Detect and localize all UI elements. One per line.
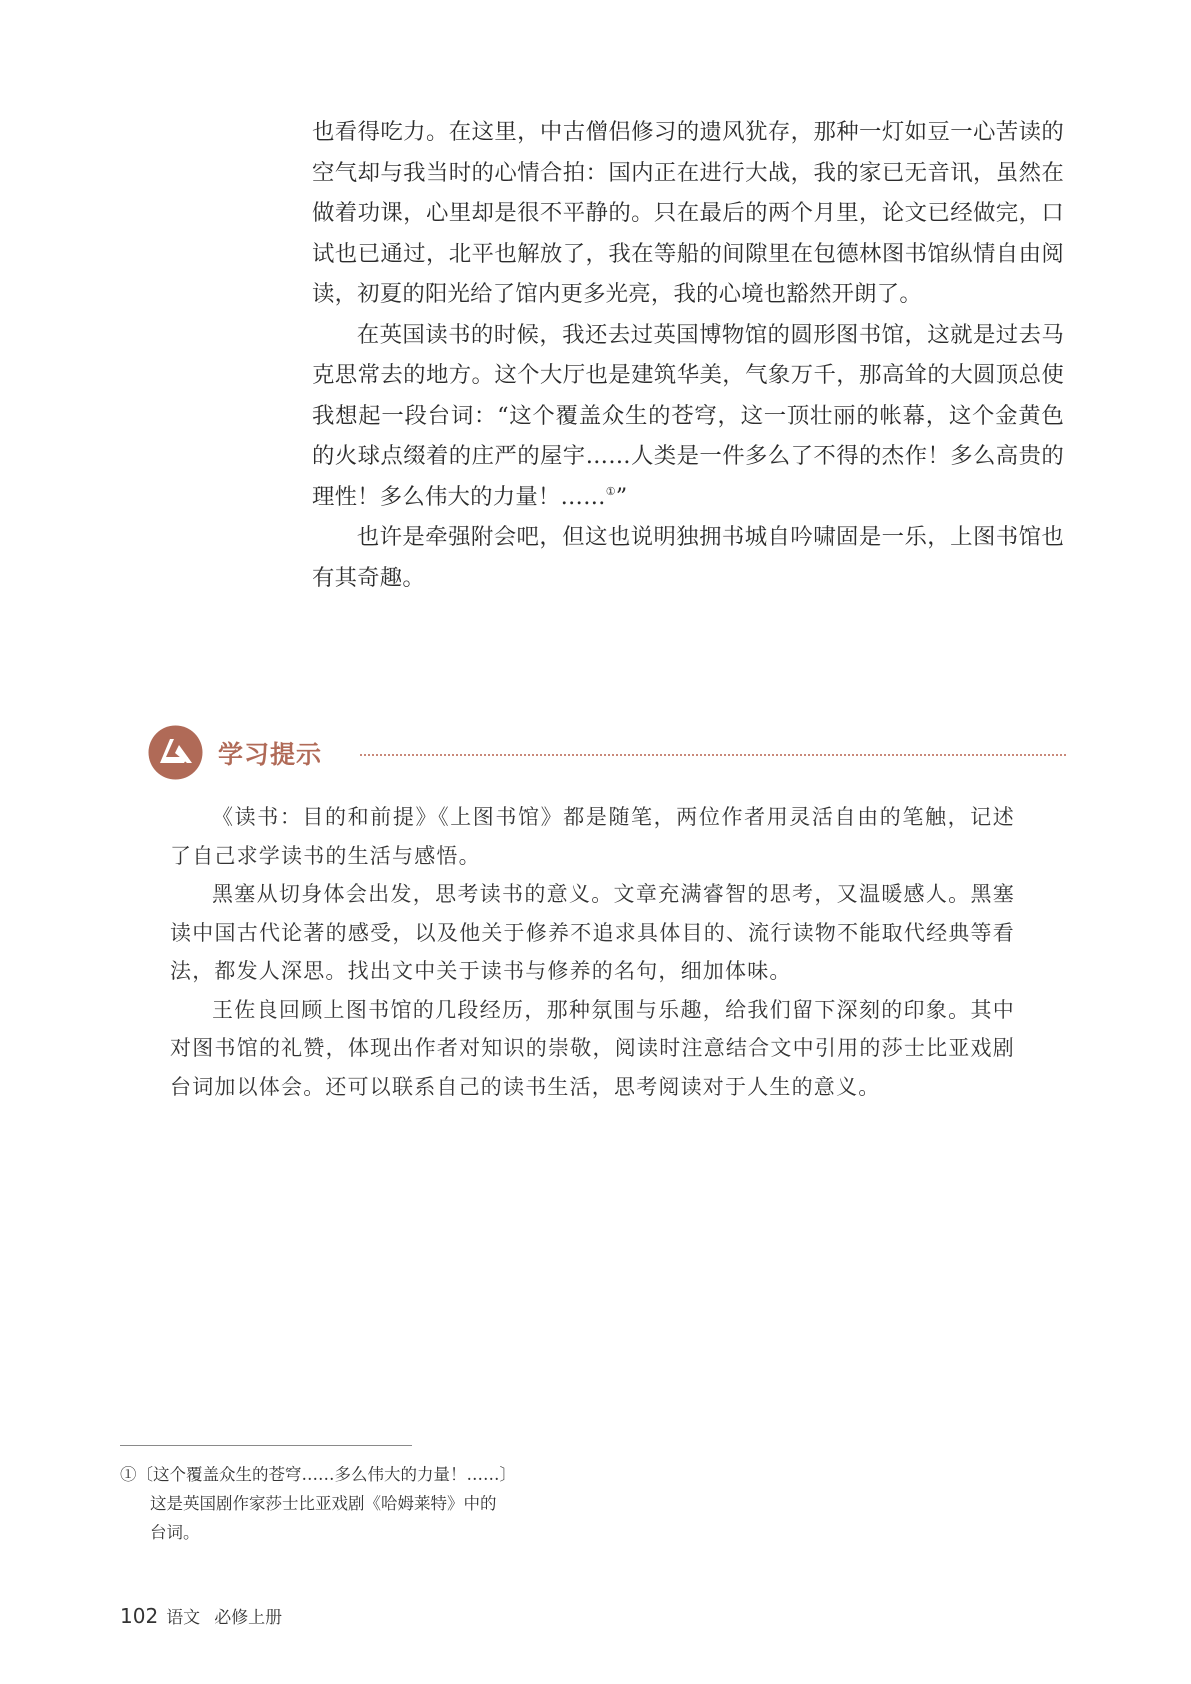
tips-paragraph: 《读书：目的和前提》《上图书馆》都是随笔，两位作者用灵活自由的笔触，记述了自己求学读书的生活与感悟。	[170, 805, 1015, 868]
footnote-divider	[120, 1445, 412, 1446]
subject-name: 语文	[166, 1608, 201, 1628]
book-name: 必修上册	[214, 1608, 283, 1628]
study-tips-header	[148, 725, 1066, 781]
footnote-line: ①〔这个覆盖众生的苍穹……多么伟大的力量！……〕	[120, 1465, 516, 1484]
quote-text: 在英国读书的时候，我还去过英国博物馆的圆形图书馆，这就是过去马克思常去的地方。这个大厅也是建筑华美，气象万千，那高耸的大圆顶总使我想起一段台词：“这个覆盖众生的苍穹，这一顶壮丽的帐幕，这个金黄色的火球点缀着的庄严的屋宇……人类是一件多么了不得的杰作！多么高贵的理性！多么伟大的力量！……	[312, 321, 1064, 510]
dotted-divider	[360, 754, 1066, 756]
tips-paragraph: 黑塞从切身体会出发，思考读书的意义。文章充满睿智的思考，又温暖感人。黑塞读中国古代论著的感受，以及他关于修养不追求具体目的、流行读物不能取代经典等看法，都发人深思。找出文中关于读书与修养的名句，细加体味。	[170, 882, 1015, 983]
footnote	[120, 1460, 570, 1547]
footnote-marker[interactable]: ①	[605, 484, 616, 498]
quote-close: ”	[615, 483, 628, 510]
body-paragraph: 也许是牵强附会吧，但这也说明独拥书城自吟啸固是一乐，上图书馆也有其奇趣。	[312, 524, 1064, 591]
study-tips-body	[170, 798, 1015, 1106]
study-tips-title: 学习提示	[218, 740, 323, 769]
footnote-line: 台词。	[150, 1523, 200, 1542]
page-footer	[120, 1603, 282, 1628]
body-paragraph-quote	[312, 315, 1064, 518]
footnote-line: 这是英国剧作家莎士比亚戏剧《哈姆莱特》中的	[150, 1494, 497, 1513]
study-tips-icon	[148, 725, 203, 780]
main-text	[312, 112, 1064, 598]
body-paragraph: 也看得吃力。在这里，中古僧侣修习的遗风犹存，那种一灯如豆一心苦读的空气却与我当时的心情合拍：国内正在进行大战，我的家已无音讯，虽然在做着功课，心里却是很不平静的。只在最后的两个月里，论文已经做完，口试也已通过，北平也解放了，我在等船的间隙里在包德林图书馆纵情自由阅读，初夏的阳光给了馆内更多光亮，我的心境也豁然开朗了。	[312, 119, 1064, 307]
tips-paragraph: 王佐良回顾上图书馆的几段经历，那种氛围与乐趣，给我们留下深刻的印象。其中对图书馆的礼赞，体现出作者对知识的崇敬，阅读时注意结合文中引用的莎士比亚戏剧台词加以体会。还可以联系自己的读书生活，思考阅读对于人生的意义。	[170, 997, 1015, 1099]
page-number: 102	[120, 1604, 159, 1628]
